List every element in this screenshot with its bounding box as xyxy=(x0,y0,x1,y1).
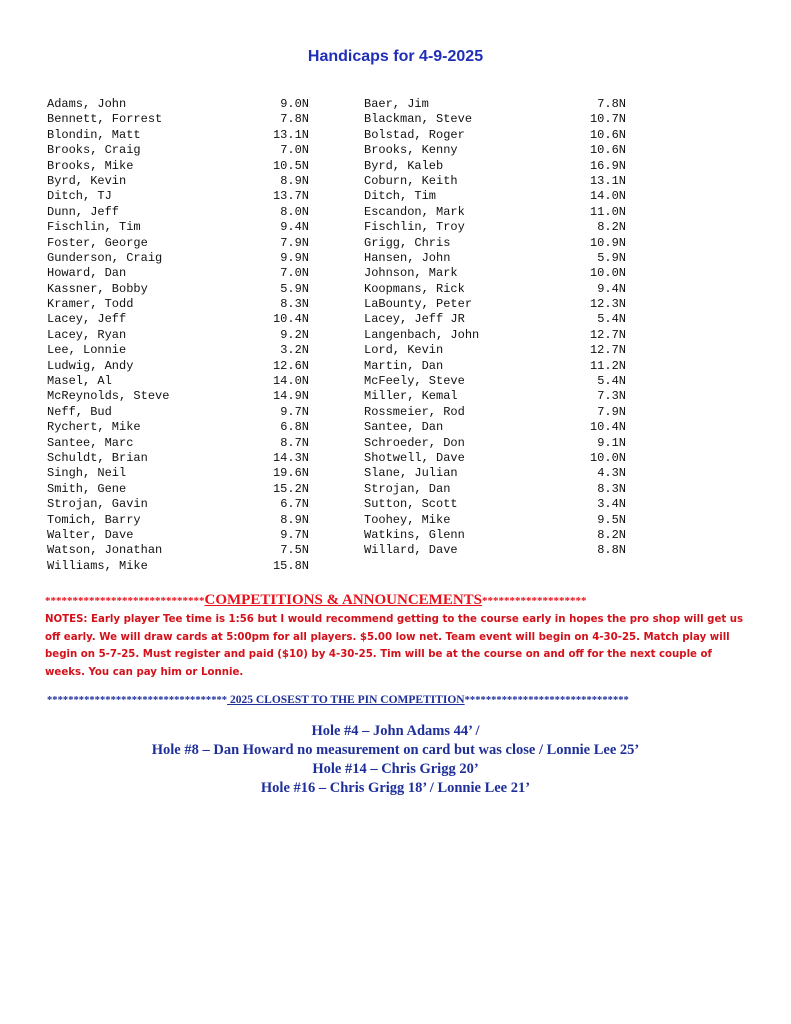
handicap-row xyxy=(47,128,309,143)
player-name: McReynolds, Steve xyxy=(47,389,170,404)
handicap-value: 16.9N xyxy=(589,158,626,173)
handicap-value: 9.7N xyxy=(280,404,309,419)
player-name: Watson, Jonathan xyxy=(47,543,163,558)
player-name: Strojan, Dan xyxy=(364,481,451,496)
handicap-row xyxy=(364,466,626,481)
handicap-row xyxy=(364,359,626,374)
player-name: Rychert, Mike xyxy=(47,420,141,435)
handicap-value: 10.7N xyxy=(589,112,626,127)
player-name: Howard, Dan xyxy=(47,266,127,281)
handicap-column-left xyxy=(47,97,309,574)
handicap-row xyxy=(364,282,626,297)
handicap-row xyxy=(364,482,626,497)
handicap-row xyxy=(47,282,309,297)
handicap-value: 5.9N xyxy=(280,281,309,296)
player-name: Lord, Kevin xyxy=(364,343,444,358)
handicap-value: 5.4N xyxy=(597,312,626,327)
handicap-row xyxy=(47,466,309,481)
handicap-row xyxy=(364,143,626,158)
handicap-value: 7.9N xyxy=(597,404,626,419)
handicap-row xyxy=(364,112,626,127)
player-name: Bolstad, Roger xyxy=(364,127,465,142)
player-name: Grigg, Chris xyxy=(364,235,451,250)
handicap-row xyxy=(47,251,309,266)
handicap-value: 7.9N xyxy=(280,235,309,250)
player-name: Blackman, Steve xyxy=(364,112,473,127)
stars-divider: ***************************** xyxy=(45,595,205,607)
handicap-row xyxy=(47,312,309,327)
player-name: Santee, Marc xyxy=(47,435,134,450)
player-name: Bennett, Forrest xyxy=(47,112,163,127)
handicap-row xyxy=(47,389,309,404)
handicap-row xyxy=(364,97,626,112)
handicap-value: 8.7N xyxy=(280,435,309,450)
player-name: Ludwig, Andy xyxy=(47,358,134,373)
handicap-value: 10.6N xyxy=(589,143,626,158)
handicap-row xyxy=(47,236,309,251)
handicap-value: 11.0N xyxy=(589,204,626,219)
player-name: Sutton, Scott xyxy=(364,497,458,512)
player-name: Lacey, Jeff xyxy=(47,312,127,327)
player-name: Willard, Dave xyxy=(364,543,458,558)
handicap-value: 8.2N xyxy=(597,527,626,542)
player-name: Escandon, Mark xyxy=(364,204,465,219)
handicap-row xyxy=(47,513,309,528)
handicap-value: 3.4N xyxy=(597,497,626,512)
handicap-row xyxy=(47,543,309,558)
hole-result: Hole #14 – Chris Grigg 20’ xyxy=(312,761,479,777)
player-name: Blondin, Matt xyxy=(47,127,141,142)
handicap-row xyxy=(47,297,309,312)
player-name: Slane, Julian xyxy=(364,466,458,481)
handicap-value: 10.6N xyxy=(589,127,626,142)
handicap-value: 8.8N xyxy=(597,543,626,558)
handicap-value: 15.2N xyxy=(272,481,309,496)
closest-to-pin-results xyxy=(0,722,791,798)
handicap-row xyxy=(47,482,309,497)
handicap-row xyxy=(47,174,309,189)
handicap-value: 8.3N xyxy=(280,297,309,312)
handicap-row xyxy=(47,497,309,512)
handicap-row xyxy=(47,343,309,358)
player-name: Lacey, Ryan xyxy=(47,327,127,342)
handicap-value: 8.0N xyxy=(280,204,309,219)
closest-to-pin-heading xyxy=(47,690,767,708)
handicap-value: 5.4N xyxy=(597,374,626,389)
handicap-value: 12.7N xyxy=(589,327,626,342)
handicap-row xyxy=(47,220,309,235)
handicap-value: 6.8N xyxy=(280,420,309,435)
player-name: Byrd, Kevin xyxy=(47,173,127,188)
handicap-row xyxy=(47,559,309,574)
player-name: Kramer, Todd xyxy=(47,297,134,312)
handicap-row xyxy=(364,159,626,174)
player-name: Martin, Dan xyxy=(364,358,444,373)
player-name: Schuldt, Brian xyxy=(47,450,148,465)
handicap-row xyxy=(364,297,626,312)
handicap-row xyxy=(364,513,626,528)
handicap-value: 9.0N xyxy=(280,97,309,111)
player-name: Lacey, Jeff JR xyxy=(364,312,465,327)
handicap-value: 9.1N xyxy=(597,435,626,450)
handicap-row xyxy=(47,420,309,435)
handicap-value: 10.4N xyxy=(272,312,309,327)
handicap-value: 9.5N xyxy=(597,512,626,527)
handicap-row xyxy=(47,205,309,220)
handicap-value: 6.7N xyxy=(280,497,309,512)
player-name: Byrd, Kaleb xyxy=(364,158,444,173)
player-name: Williams, Mike xyxy=(47,558,148,573)
handicap-value: 12.7N xyxy=(589,343,626,358)
handicap-row xyxy=(47,189,309,204)
handicap-row xyxy=(47,97,309,112)
handicap-value: 14.0N xyxy=(272,374,309,389)
player-name: Koopmans, Rick xyxy=(364,281,465,296)
player-name: Watkins, Glenn xyxy=(364,527,465,542)
handicap-row xyxy=(47,159,309,174)
handicap-value: 8.2N xyxy=(597,220,626,235)
handicap-value: 9.2N xyxy=(280,327,309,342)
handicap-row xyxy=(47,374,309,389)
player-name: Adams, John xyxy=(47,97,127,111)
page-title: Handicaps for 4-9-2025 xyxy=(307,48,484,65)
handicap-value: 10.9N xyxy=(589,235,626,250)
handicap-row xyxy=(364,420,626,435)
player-name: Strojan, Gavin xyxy=(47,497,148,512)
player-name: Neff, Bud xyxy=(47,404,112,419)
player-name: Dunn, Jeff xyxy=(47,204,120,219)
player-name: LaBounty, Peter xyxy=(364,297,473,312)
player-name: Ditch, Tim xyxy=(364,189,437,204)
handicap-row xyxy=(47,528,309,543)
player-name: Toohey, Mike xyxy=(364,512,451,527)
handicap-value: 7.8N xyxy=(280,112,309,127)
handicap-value: 13.1N xyxy=(272,127,309,142)
handicap-row xyxy=(47,143,309,158)
handicap-row xyxy=(364,189,626,204)
player-name: Schroeder, Don xyxy=(364,435,465,450)
handicap-value: 7.0N xyxy=(280,266,309,281)
handicap-value: 11.2N xyxy=(589,358,626,373)
handicap-row xyxy=(47,328,309,343)
player-name: Johnson, Mark xyxy=(364,266,458,281)
handicap-row xyxy=(364,405,626,420)
handicap-value: 10.0N xyxy=(589,266,626,281)
handicap-value: 14.9N xyxy=(272,389,309,404)
player-name: Gunderson, Craig xyxy=(47,250,163,265)
handicap-value: 13.1N xyxy=(589,173,626,188)
handicap-row xyxy=(47,405,309,420)
handicap-row xyxy=(364,220,626,235)
player-name: Lee, Lonnie xyxy=(47,343,127,358)
handicap-row xyxy=(364,497,626,512)
player-name: Coburn, Keith xyxy=(364,173,458,188)
handicap-row xyxy=(364,251,626,266)
handicap-row xyxy=(364,328,626,343)
handicap-value: 8.9N xyxy=(280,173,309,188)
player-name: Tomich, Barry xyxy=(47,512,141,527)
handicap-row xyxy=(364,543,626,558)
handicap-value: 9.4N xyxy=(597,281,626,296)
handicap-value: 4.3N xyxy=(597,466,626,481)
player-name: Baer, Jim xyxy=(364,97,429,111)
handicap-row xyxy=(364,174,626,189)
player-name: Masel, Al xyxy=(47,374,112,389)
handicap-value: 12.3N xyxy=(589,297,626,312)
player-name: Hansen, John xyxy=(364,250,451,265)
handicap-row xyxy=(364,205,626,220)
handicap-row xyxy=(47,436,309,451)
handicap-row xyxy=(364,312,626,327)
handicap-row xyxy=(364,436,626,451)
handicap-row xyxy=(364,389,626,404)
announcement-notes: NOTES: Early player Tee time is 1:56 but I would recommend getting to the course early in hopes the pro shop will get us off early. We will draw cards at 5:00pm for all players. $5.00 low net. Team event will begin on 4-30-25. Match play will begin on 5-7-25. Must register and paid ($10) by 4-30-25. Tim will be at the course on and off for the next couple of weeks. You can pay him or Lonnie. xyxy=(45,614,744,678)
handicap-value: 8.9N xyxy=(280,512,309,527)
handicap-value: 14.0N xyxy=(589,189,626,204)
handicap-value: 7.5N xyxy=(280,543,309,558)
handicap-value: 7.8N xyxy=(597,97,626,111)
handicap-value: 19.6N xyxy=(272,466,309,481)
player-name: Foster, George xyxy=(47,235,148,250)
player-name: Fischlin, Tim xyxy=(47,220,141,235)
player-name: Ditch, TJ xyxy=(47,189,112,204)
player-name: Walter, Dave xyxy=(47,527,134,542)
handicap-row xyxy=(364,128,626,143)
handicap-value: 9.9N xyxy=(280,250,309,265)
handicap-value: 8.3N xyxy=(597,481,626,496)
handicap-row xyxy=(47,266,309,281)
handicap-row xyxy=(47,359,309,374)
player-name: Miller, Kemal xyxy=(364,389,458,404)
hole-result: Hole #8 – Dan Howard no measurement on card but was close / Lonnie Lee 25’ xyxy=(151,742,640,758)
handicap-row xyxy=(364,236,626,251)
handicap-column-right xyxy=(364,97,626,559)
player-name: Brooks, Craig xyxy=(47,143,141,158)
stars-divider: ******************* xyxy=(482,595,587,607)
player-name: Fischlin, Troy xyxy=(364,220,465,235)
handicap-row xyxy=(47,112,309,127)
competitions-heading xyxy=(45,591,745,609)
player-name: Brooks, Kenny xyxy=(364,143,458,158)
competitions-title: COMPETITIONS & ANNOUNCEMENTS xyxy=(204,592,483,608)
handicap-row xyxy=(364,528,626,543)
player-name: Langenbach, John xyxy=(364,327,480,342)
stars-divider: ******************************* xyxy=(464,695,629,706)
player-name: Brooks, Mike xyxy=(47,158,134,173)
handicap-value: 14.3N xyxy=(272,450,309,465)
handicap-row xyxy=(364,374,626,389)
handicap-value: 9.7N xyxy=(280,527,309,542)
handicap-value: 3.2N xyxy=(280,343,309,358)
handicap-value: 5.9N xyxy=(597,250,626,265)
hole-result: Hole #4 – John Adams 44’ / xyxy=(311,723,480,739)
handicap-value: 10.5N xyxy=(272,158,309,173)
player-name: McFeely, Steve xyxy=(364,374,465,389)
player-name: Shotwell, Dave xyxy=(364,450,465,465)
player-name: Santee, Dan xyxy=(364,420,444,435)
hole-result: Hole #16 – Chris Grigg 18’ / Lonnie Lee 21’ xyxy=(260,780,531,796)
handicap-value: 9.4N xyxy=(280,220,309,235)
handicap-row xyxy=(47,451,309,466)
handicap-row xyxy=(364,343,626,358)
closest-to-pin-title: 2025 CLOSEST TO THE PIN COMPETITION xyxy=(227,694,465,706)
player-name: Kassner, Bobby xyxy=(47,281,148,296)
handicap-value: 12.6N xyxy=(272,358,309,373)
player-name: Rossmeier, Rod xyxy=(364,404,465,419)
handicap-value: 13.7N xyxy=(272,189,309,204)
player-name: Singh, Neil xyxy=(47,466,127,481)
handicap-row xyxy=(364,266,626,281)
handicap-value: 10.4N xyxy=(589,420,626,435)
stars-divider: ********************************** xyxy=(47,695,228,706)
handicap-row xyxy=(364,451,626,466)
handicap-value: 7.3N xyxy=(597,389,626,404)
player-name: Smith, Gene xyxy=(47,481,127,496)
handicap-value: 7.0N xyxy=(280,143,309,158)
handicap-value: 15.8N xyxy=(272,558,309,573)
handicap-value: 10.0N xyxy=(589,450,626,465)
